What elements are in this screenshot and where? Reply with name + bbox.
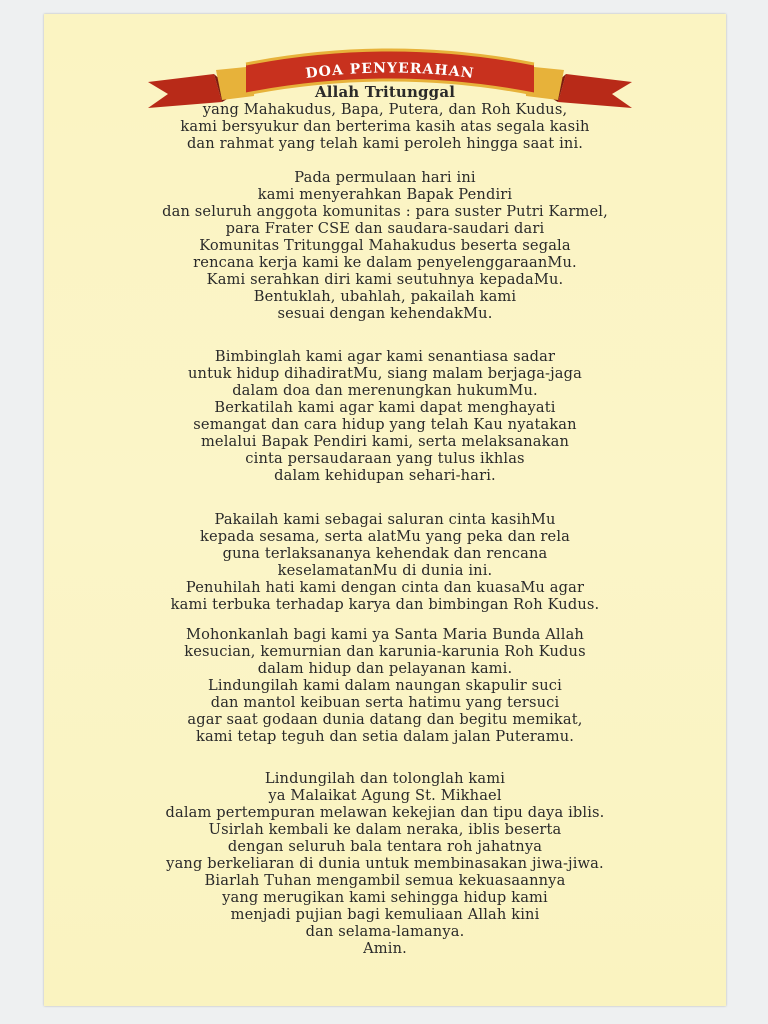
prayer-line: Mohonkanlah bagi kami ya Santa Maria Bunda Allah [186,626,584,643]
prayer-line: rencana kerja kami ke dalam penyelenggaraanMu. [193,254,577,271]
stanza-6 [44,770,726,957]
prayer-line: keselamatanMu di dunia ini. [277,562,493,579]
prayer-line: kepada sesama, serta alatMu yang peka dan rela [199,528,570,545]
stanza-2 [44,169,726,322]
prayer-line: semangat dan cara hidup yang telah Kau nyatakan [193,416,577,433]
prayer-line: Lindungilah kami dalam naungan skapulir suci [208,677,562,694]
prayer-line: Berkatilah kami agar kami dapat menghayati [214,399,556,416]
stanza-5 [44,626,726,745]
prayer-line: dalam pertempuran melawan kekejian dan tipu daya iblis. [165,804,605,821]
prayer-line: kami terbuka terhadap karya dan bimbingan Roh Kudus. [170,596,600,613]
prayer-line: dan selama-lamanya. [305,923,465,940]
prayer-line: yang Mahakudus, Bapa, Putera, dan Roh Kudus, [202,101,568,118]
prayer-line: dengan seluruh bala tentara roh jahatnya [227,838,543,855]
prayer-line: Usirlah kembali ke dalam neraka, iblis beserta [208,821,562,838]
prayer-line: Penuhilah hati kami dengan cinta dan kuasaMu agar [185,579,585,596]
prayer-line: dan rahmat yang telah kami peroleh hingga saat ini. [186,135,584,152]
prayer-line: para Frater CSE dan saudara-saudari dari [225,220,545,237]
prayer-line: melalui Bapak Pendiri kami, serta melaksanakan [200,433,570,450]
prayer-line: cinta persaudaraan yang tulus ikhlas [245,450,525,467]
stanza-3 [44,348,726,484]
prayer-line: dalam doa dan merenungkan hukumMu. [232,382,538,399]
prayer-line: agar saat godaan dunia datang dan begitu memikat, [187,711,583,728]
prayer-text [44,84,726,970]
prayer-line: ya Malaikat Agung St. Mikhael [268,787,502,804]
prayer-line: yang merugikan kami sehingga hidup kami [222,889,548,906]
prayer-line: yang berkeliaran di dunia untuk membinasakan jiwa-jiwa. [166,855,604,872]
banner-title: DOA PENYERAHAN [304,60,476,82]
prayer-line: untuk hidup dihadiratMu, siang malam berjaga-jaga [187,365,582,382]
prayer-title: Allah Tritunggal [314,83,456,101]
prayer-line: sesuai dengan kehendakMu. [277,305,493,322]
prayer-line: dan mantol keibuan serta hatimu yang tersuci [210,694,560,711]
prayer-amen: Amin. [363,940,407,957]
prayer-line: dalam hidup dan pelayanan kami. [257,660,513,677]
prayer-card [44,14,726,1006]
prayer-line: kami bersyukur dan berterima kasih atas segala kasih [180,118,590,135]
prayer-line: Komunitas Tritunggal Mahakudus beserta segala [199,237,571,254]
prayer-line: Pakailah kami sebagai saluran cinta kasihMu [214,511,556,528]
prayer-line: kesucian, kemurnian dan karunia-karunia Roh Kudus [184,643,586,660]
prayer-line: Kami serahkan diri kami seutuhnya kepadaMu. [206,271,564,288]
prayer-line: kami tetap teguh dan setia dalam jalan Puteramu. [195,728,575,745]
prayer-line: Bentuklah, ubahlah, pakailah kami [253,288,517,305]
prayer-line: kami menyerahkan Bapak Pendiri [257,186,513,203]
prayer-line: menjadi pujian bagi kemuliaan Allah kini [230,906,540,923]
prayer-line: Biarlah Tuhan mengambil semua kekuasaannya [204,872,566,889]
prayer-line: Pada permulaan hari ini [294,169,476,186]
prayer-line: dalam kehidupan sehari-hari. [274,467,496,484]
prayer-line: dan seluruh anggota komunitas : para suster Putri Karmel, [162,203,608,220]
stanza-4 [44,511,726,613]
prayer-line: Lindungilah dan tolonglah kami [264,770,506,787]
prayer-line: Bimbinglah kami agar kami senantiasa sadar [214,348,556,365]
stanza-1 [44,101,726,152]
prayer-line: guna terlaksananya kehendak dan rencana [222,545,548,562]
